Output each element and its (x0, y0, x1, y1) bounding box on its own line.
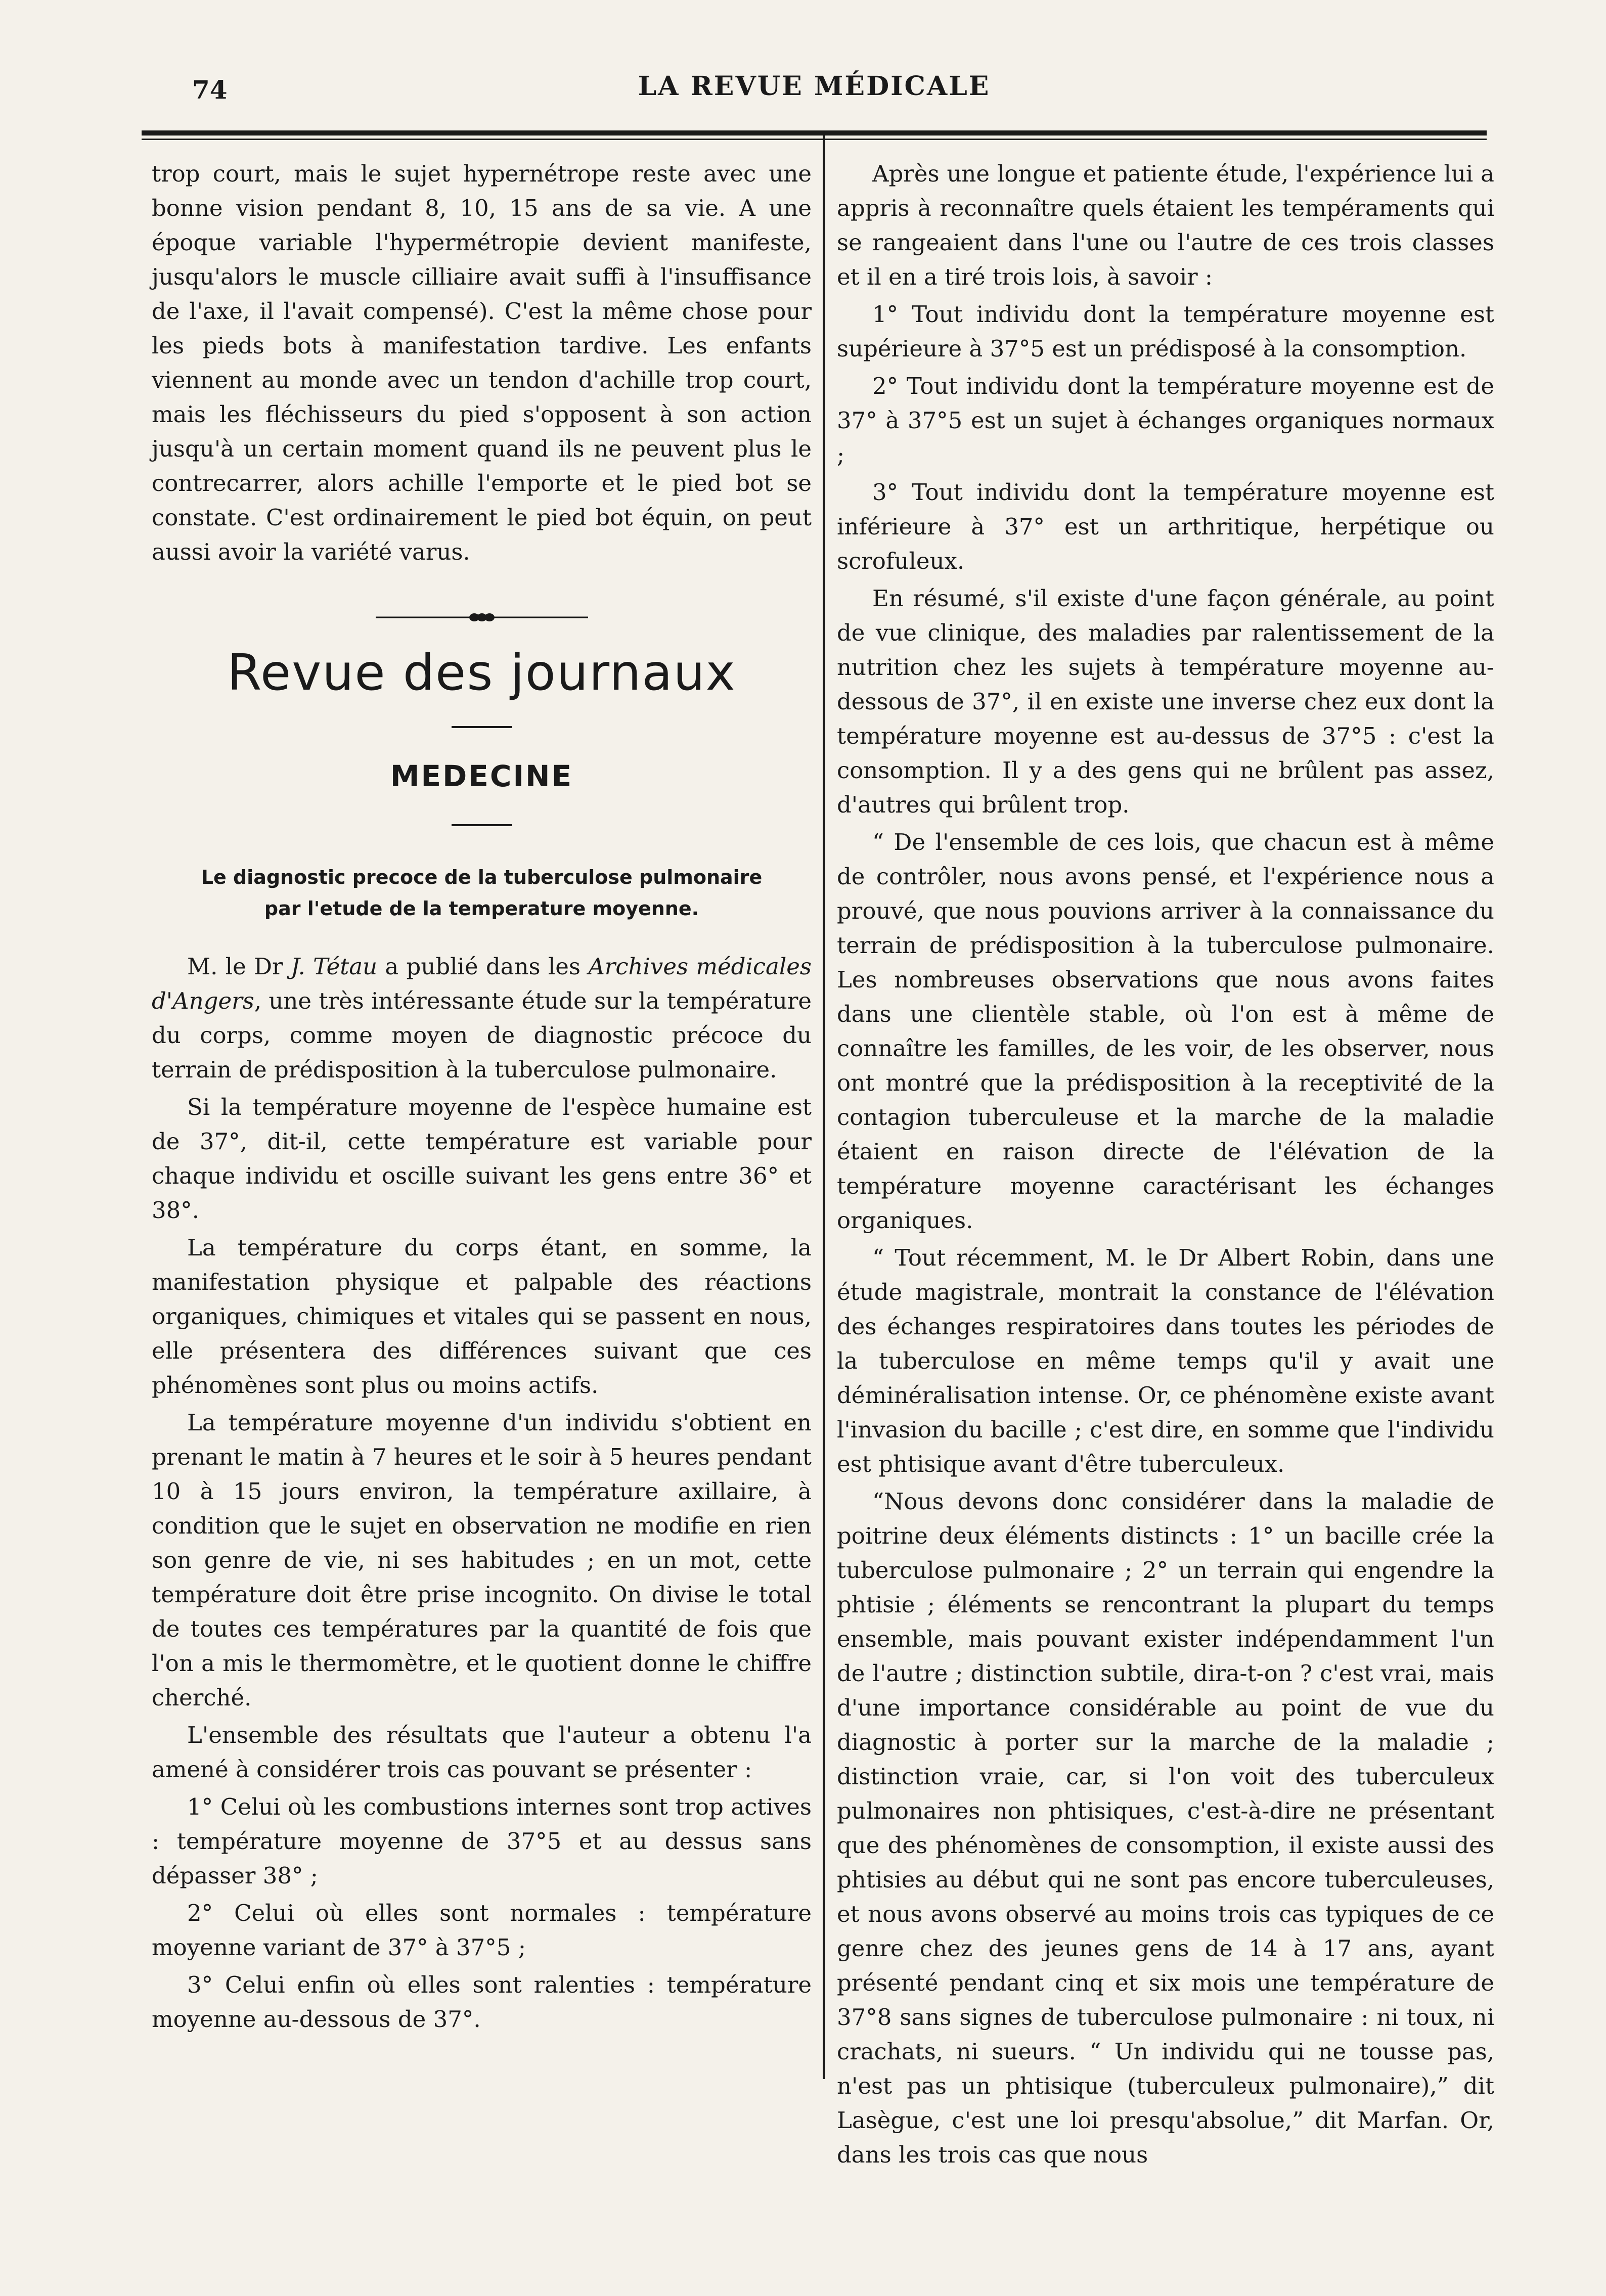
paragraph: 3° Tout individu dont la température moyenne est inférieure à 37° est un arthritique, herpétique ou scrofuleux. (837, 479, 1494, 574)
text-run: M. le Dr (187, 953, 291, 980)
paragraph: L'ensemble des résultats que l'auteur a obtenu l'a amené à considérer trois cas pouvant se présenter : (152, 1722, 812, 1783)
ornament-divider (376, 610, 588, 625)
page-header (137, 61, 1492, 106)
left-column (152, 157, 812, 2040)
text-run: a publié dans les (377, 953, 589, 980)
subsection-title: MEDECINE (390, 759, 573, 793)
article-title (152, 862, 812, 924)
paragraph: “ Tout récemment, M. le Dr Albert Robin, dans une étude magistrale, montrait la constance de l'élévation des échanges respiratoires dans toutes les périodes de la tuberculose en même temps qu'il y avait une déminéralisation intense. Or, ce phénomène existe avant l'invasion du bacille ; c'est dire, en somme que l'individu est phtisique avant d'être tuberculeux. (837, 1244, 1494, 1477)
paragraph: Si la température moyenne de l'espèce humaine est de 37°, dit-il, cette température est variable pour chaque individu et oscille suivant les gens entre 36° et 38°. (152, 1094, 812, 1224)
running-title: LA REVUE MÉDICALE (638, 71, 991, 102)
text-run: , une très intéressante étude sur la température du corps, comme moyen de diagnostic précoce du terrain de prédisposition à la tuberculose pulmonaire. (152, 987, 812, 1083)
section-title: Revue des journaux (227, 644, 736, 702)
short-rule (452, 726, 512, 728)
paragraph: “ De l'ensemble de ces lois, que chacun est à même de contrôler, nous avons pensé, et l'expérience nous a prouvé, que nous pouvions arriver à la connaissance du terrain de prédisposition à la tuberculose pulmonaire. Les nombreuses observations que nous avons faites dans une clientèle stable, où l'on est à même de connaître les familles, de les voir, de les observer, nous ont montré que la prédisposition à la receptivité de la contagion tuberculeuse et la marche de la maladie étaient en raison directe de l'élévation de la température moyenne caractérisant les échanges organiques. (837, 829, 1494, 1234)
author-name: J. Tétau (290, 953, 378, 980)
paragraph (152, 950, 812, 1087)
paragraph: “Nous devons donc considérer dans la maladie de poitrine deux éléments distincts : 1° un bacille crée la tuberculose pulmonaire ; 2° un terrain qui engendre la phtisie ; éléments se rencontrant la plupart du temps ensemble, mais pouvant exister indépendamment l'un de l'autre ; distinction subtile, dira-t-on ? c'est vrai, mais d'une importance considérable au point de vue du diagnostic à porter sur la marche de la maladie ; distinction vraie, car, si l'on voit des tuberculeux pulmonaires non phtisiques, c'est-à-dire ne présentant que des phénomènes de consomption, il existe aussi des phtisies au début qui ne sont pas encore tuberculeuses, et nous avons observé au moins trois cas typiques de ce genre chez des jeunes gens de 14 à 17 ans, ayant présenté pendant cinq et six mois une température de 37°8 sans signes de tuberculose pulmonaire : ni toux, ni crachats, ni sueurs. “ Un individu qui ne tousse pas, n'est pas un phtisique (tuberculeux pulmonaire),” dit Lasègue, c'est une loi presqu'absolue,” dit Marfan. Or, dans les trois cas que nous (837, 1488, 1494, 2168)
paragraph: La température moyenne d'un individu s'obtient en prenant le matin à 7 heures et le soir à 5 heures pendant 10 à 15 jours environ, la température axillaire, à condition que le sujet en observation ne modifie en rien son genre de vie, ni ses habitudes ; en un mot, cette température doit être prise incognito. On divise le total de toutes ces températures par la quantité de fois que l'on a mis le thermomètre, et le quotient donne le chiffre cherché. (152, 1409, 812, 1711)
paragraph: 1° Celui où les combustions internes sont trop actives : température moyenne de 37°5 et au dessus sans dépasser 38° ; (152, 1793, 812, 1889)
page-number: 74 (192, 75, 228, 105)
paragraph: 1° Tout individu dont la température moyenne est supérieure à 37°5 est un prédisposé à la consomption. (837, 301, 1494, 362)
right-column (837, 157, 1494, 2175)
paragraph: 2° Celui où elles sont normales : température moyenne variant de 37° à 37°5 ; (152, 1900, 812, 1961)
paragraph: trop court, mais le sujet hypernétrope reste avec une bonne vision pendant 8, 10, 15 ans de sa vie. A une époque variable l'hypermétropie devient manifeste, jusqu'alors le muscle cilliaire avait suffi à l'insuffisance de l'axe, il l'avait compensé). C'est la même chose pour les pieds bots à manifestation tardive. Les enfants viennent au monde avec un tendon d'achille trop court, mais les fléchisseurs du pied s'opposent à son action jusqu'à un certain moment quand ils ne peuvent plus le contrecarrer, alors achille l'emporte et le pied bot se constate. C'est ordinairement le pied bot équin, on peut aussi avoir la variété varus. (152, 160, 812, 565)
paragraph: Après une longue et patiente étude, l'expérience lui a appris à reconnaître quels étaient les tempéraments qui se rangeaient dans l'une ou l'autre de ces trois classes et il en a tiré trois lois, à savoir : (837, 160, 1494, 290)
paragraph: 2° Tout individu dont la température moyenne est de 37° à 37°5 est un sujet à échanges organiques normaux ; (837, 373, 1494, 468)
journal-name: Archives médicales d'Angers (152, 953, 812, 1014)
paragraph: La température du corps étant, en somme, la manifestation physique et palpable des réactions organiques, chimiques et vitales qui se passent en nous, elle présentera des différences suivant que ces phénomènes sont plus ou moins actifs. (152, 1234, 812, 1399)
short-rule (452, 824, 512, 826)
paragraph: 3° Celui enfin où elles sont ralenties : température moyenne au-dessous de 37°. (152, 1971, 812, 2033)
article-title-line: par l'etude de la temperature moyenne. (264, 897, 699, 920)
paragraph: En résumé, s'il existe d'une façon générale, au point de vue clinique, des maladies par ralentissement de la nutrition chez les sujets à température moyenne au-dessous de 37°, il en existe une inverse chez eux dont la température moyenne est au-dessus de 37°5 : c'est la consomption. Il y a des gens qui ne brûlent pas assez, d'autres qui brûlent trop. (837, 585, 1494, 818)
column-divider (823, 132, 825, 2079)
header-rule (142, 130, 1487, 140)
article-title-line: Le diagnostic precoce de la tuberculose pulmonaire (201, 866, 763, 888)
